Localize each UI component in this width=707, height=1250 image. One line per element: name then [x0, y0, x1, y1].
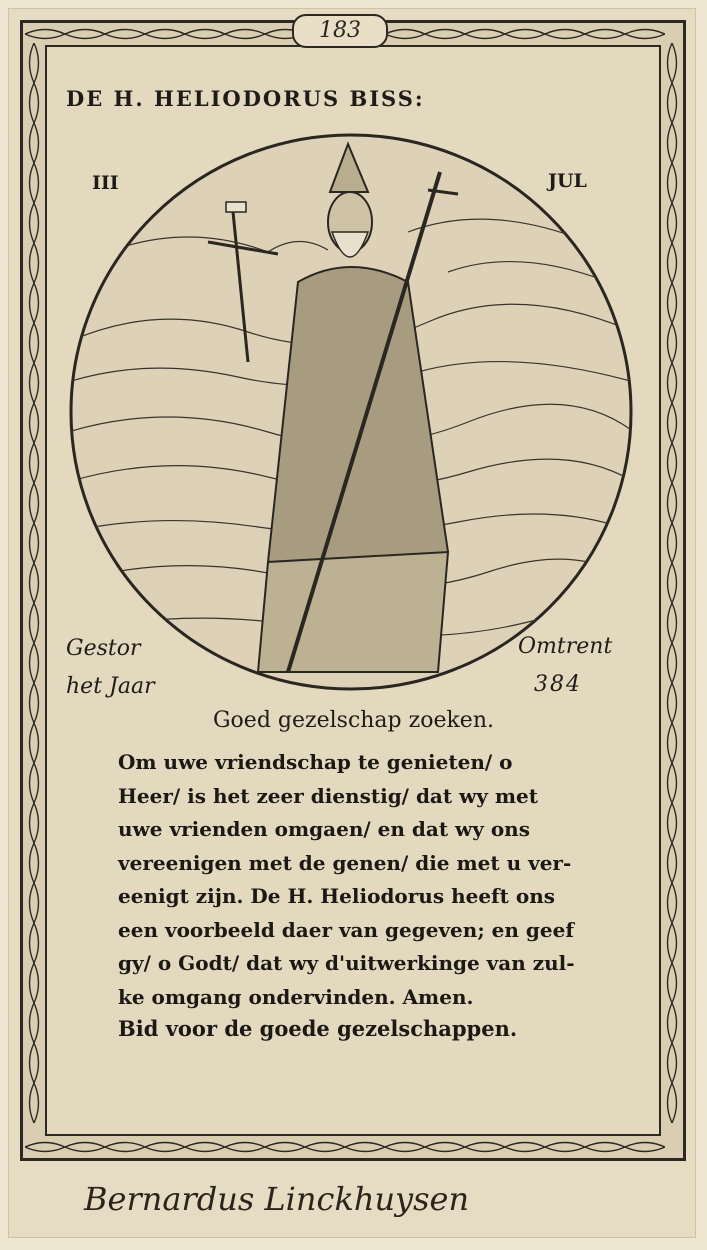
died-label: Gestor — [66, 636, 141, 661]
prayer-line: uwe vrienden omgaen/ en dat wy ons — [118, 817, 530, 841]
prayer-line: Heer/ is het zeer dienstig/ dat wy met — [118, 783, 539, 808]
prayer-line: Om uwe vriendschap te genieten/ o — [118, 750, 513, 774]
motto-heading: Goed gezelschap zoeken. — [212, 708, 494, 733]
frame-ornament-bottom — [25, 1138, 681, 1156]
frame-ornament-right — [663, 43, 681, 1138]
date-month: JUL — [548, 170, 587, 192]
date-day: III — [92, 172, 119, 194]
handwritten-signature: Bernardus Linckhuysen — [84, 1180, 470, 1218]
robe — [258, 552, 448, 672]
frame-ornament-left — [25, 43, 43, 1138]
around-label: Omtrent — [518, 634, 613, 659]
year-label: het Jaar — [66, 674, 155, 699]
prayer-line: gy/ o Godt/ dat wy d'uitwerkinge van zul- — [118, 951, 575, 975]
prayer-text — [118, 746, 608, 1014]
year-value: 384 — [534, 672, 582, 697]
prayer-line: ke omgang ondervinden. Amen. — [118, 984, 474, 1009]
page-number-cartouche: 183 — [292, 14, 388, 48]
prayer-line: een voorbeeld daer van gegeven; en geef — [118, 917, 574, 942]
saint-engraving-medallion — [68, 132, 634, 692]
prayer-line: eenigt zijn. De H. Heliodorus heeft ons — [118, 884, 556, 908]
saint-title: DE H. HELIODORUS BISS: — [66, 86, 425, 111]
closing-line: Bid voor de goede gezelschappen. — [118, 1016, 518, 1041]
prayer-line: vereenigen met de genen/ die met u ver- — [118, 850, 572, 875]
